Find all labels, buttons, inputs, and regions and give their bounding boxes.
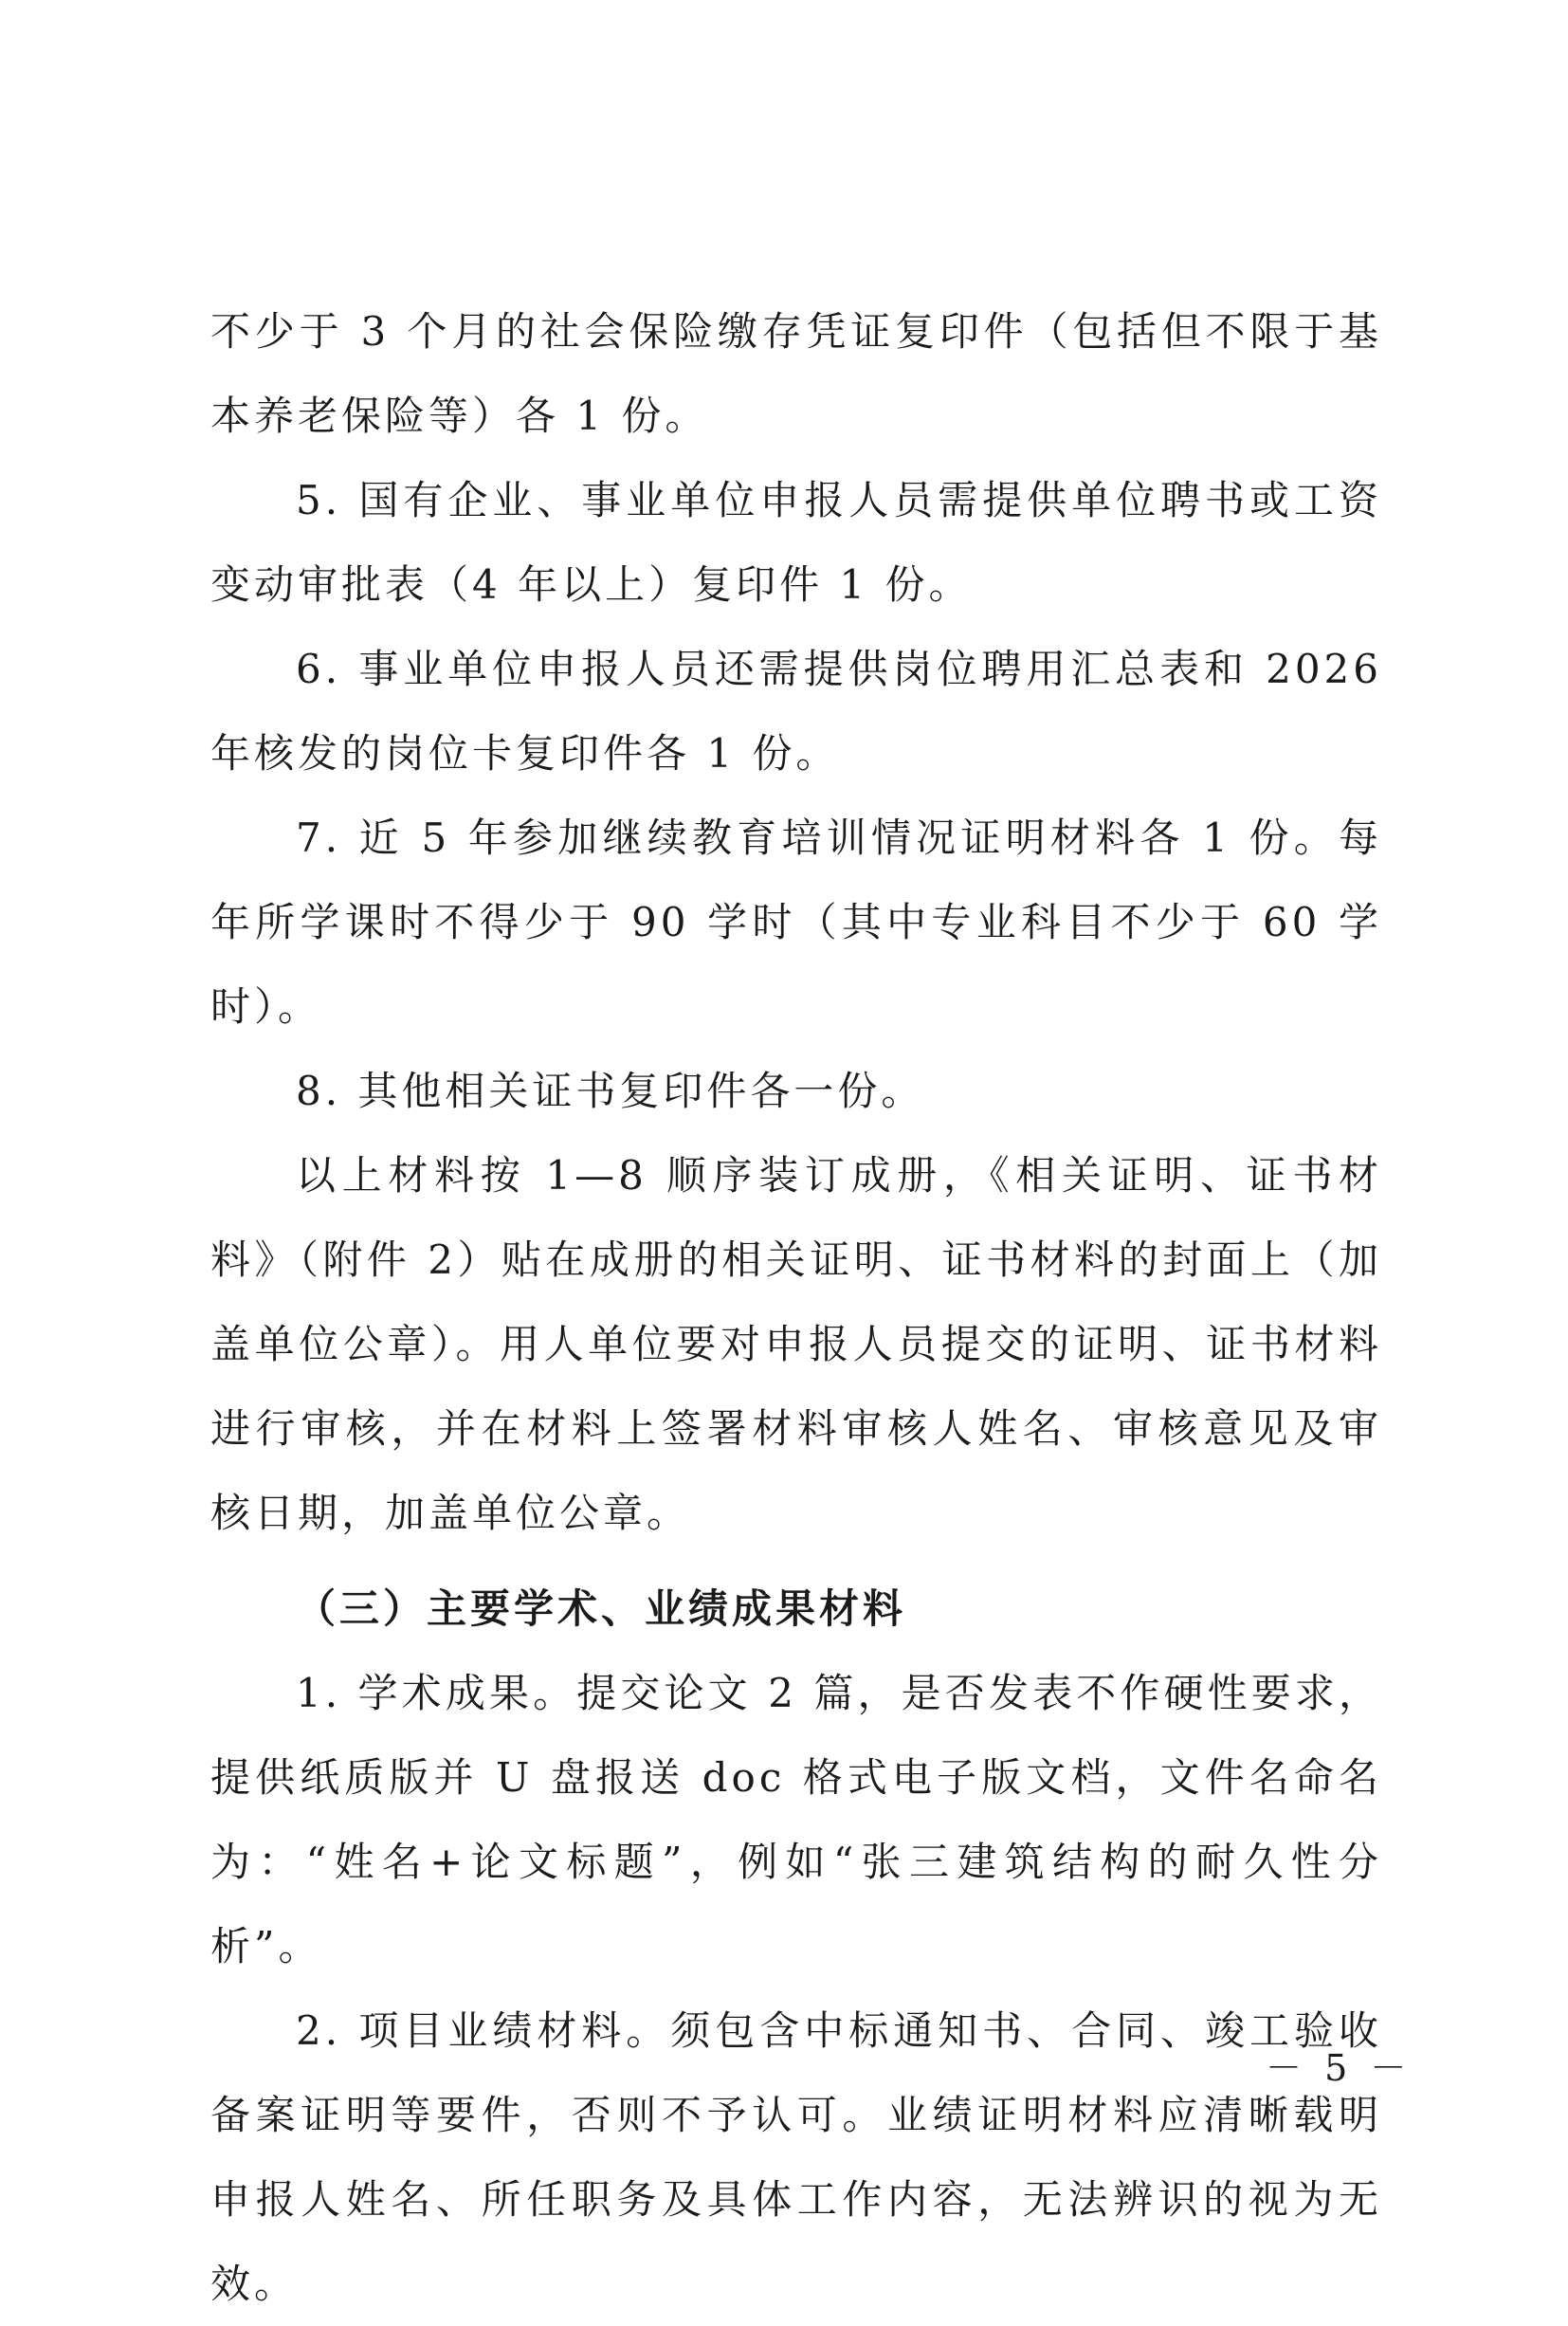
paragraph-academic-results: 1. 学术成果。提交论文 2 篇，是否发表不作硬性要求，提供纸质版并 U 盘报送 doc 格式电子版文档，文件名命名为：“姓名+论文标题”，例如“张三建筑结构的耐久性分析”。 <box>210 1670 1382 1969</box>
paragraph-item-7: 7. 近 5 年参加继续教育培训情况证明材料各 1 份。每年所学课时不得少于 90 学时（其中专业科目不少于 60 学时）。 <box>210 815 1382 1030</box>
paragraph-binding-instructions: 以上材料按 1—8 顺序装订成册，《相关证明、证书材料》（附件 2）贴在成册的相关证明、证书材料的封面上（加盖单位公章）。用人单位要对申报人员提交的证明、证书材料进行审核，并在材料上签署材料审核人姓名、审核意见及审核日期，加盖单位公章。 <box>210 1152 1382 1536</box>
body-text <box>210 289 1382 2326</box>
paragraph-item-6: 6. 事业单位申报人员还需提供岗位聘用汇总表和 2026 年核发的岗位卡复印件各 1 份。 <box>210 646 1382 777</box>
paragraph-item-8: 8. 其他相关证书复印件各一份。 <box>296 1068 925 1114</box>
paragraph-continuation: 不少于 3 个月的社会保险缴存凭证复印件（包括但不限于基本养老保险等）各 1 份。 <box>210 308 1382 439</box>
paragraph-item-5: 5. 国有企业、事业单位申报人员需提供单位聘书或工资变动审批表（4 年以上）复印件 1 份。 <box>210 477 1382 608</box>
page-number: － 5 － <box>1266 2047 1413 2089</box>
section-heading: （三）主要学术、业绩成果材料 <box>296 1585 907 1632</box>
paragraph-project-achievements: 2. 项目业绩材料。须包含中标通知书、合同、竣工验收备案证明等要件，否则不予认可。业绩证明材料应清晰载明申报人姓名、所任职务及具体工作内容，无法辨识的视为无效。 <box>210 2007 1382 2307</box>
